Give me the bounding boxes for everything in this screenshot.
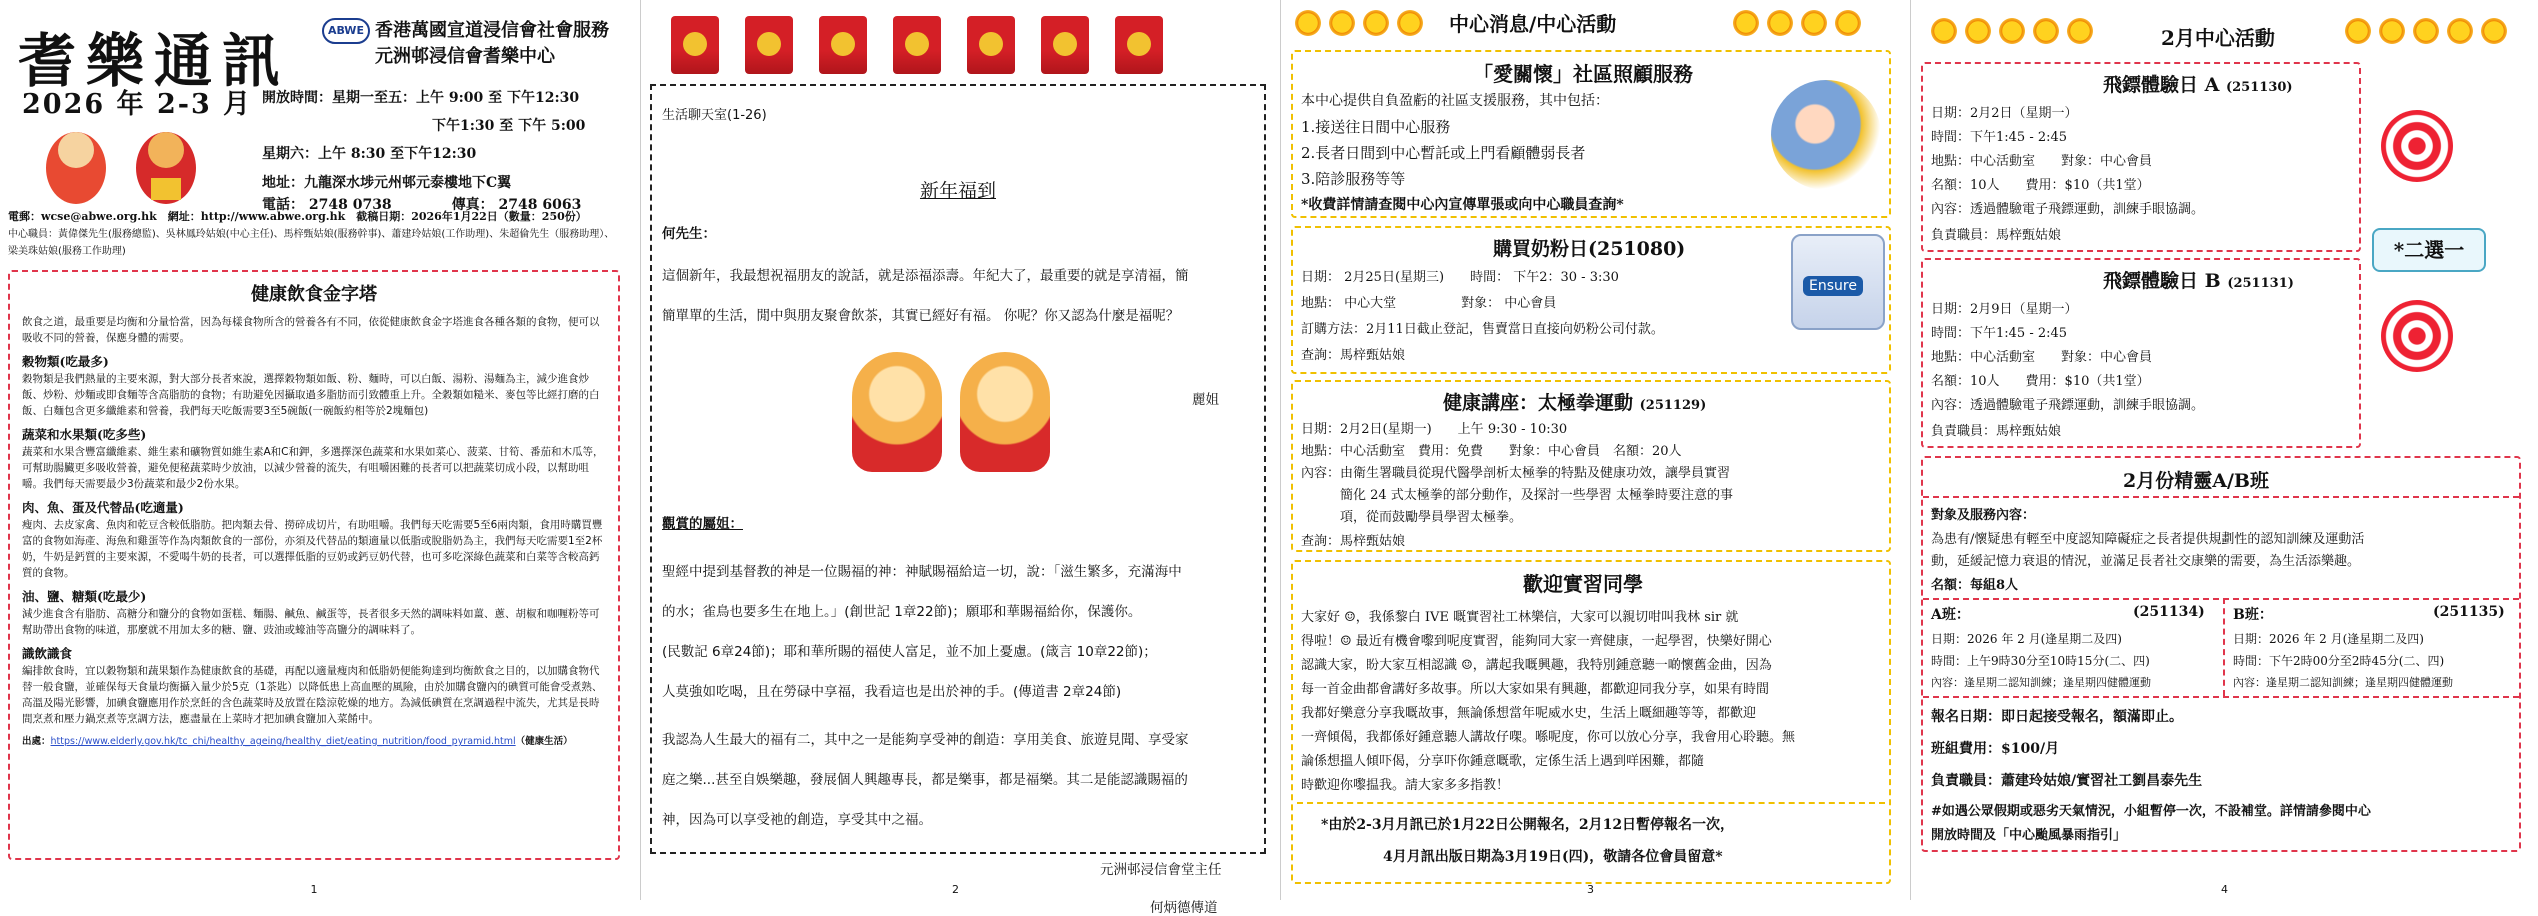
sun-row-right [1729,8,1865,38]
milk-line: 日期： 2月25日(星期三) 時間： 下午2：30 - 3:30 [1301,270,1619,285]
notice-line: *由於2-3月月訊已於1月22日公開報名，2月12日暫停報名一次， [1321,817,1735,833]
darts-line: 日期：2月9日（星期一） [1931,302,2078,317]
tai-line: 查詢：馬梓甄姑娘 [1301,534,1406,549]
box-title: 2月份精靈A/B班 [2123,470,2269,492]
milk-powder-box [1291,226,1891,374]
letter-title: 新年福到 [919,180,996,202]
page-number: 4 [2221,883,2228,896]
opening-hours [262,84,585,168]
red-packet-icon [967,16,1015,74]
source-tail: （健康生活） [515,736,573,747]
red-packet-icon [1041,16,1089,74]
care-item: 3.陪診服務等等 [1301,170,1406,188]
class-b-time: 時間：下午2時00分至2時45分(二、四) [2233,654,2445,668]
class-a-code: (251134) [2133,604,2205,620]
para-line: 我認為人生最大的福有二，其中之一是能夠享受神的創造：享用美食、旅遊見聞、享受家 [662,732,1189,748]
sun-icon [1833,8,1863,38]
intern-line: 論係想搵人傾吓偈，分享吓你鍾意嘅歌，定係生活上遇到咩困難，都隨 [1301,754,1705,769]
box-title: 購買奶粉日(251080) [1493,238,1686,260]
sun-icon [2065,16,2095,46]
intern-line: 每一首金曲都會講好多故事。所以大家如果有興趣，都歡迎同我分享，如果有時間 [1301,682,1770,697]
tai-line: 項，從而鼓勵學員學習太極拳。 [1301,510,1523,525]
para-line: 這個新年，我最想祝福朋友的說話，就是添福添壽。年紀大了，最重要的就是享清福，簡 [662,268,1189,284]
ab-quota: 名額：每組8人 [1931,578,2019,593]
page-number: 3 [1587,883,1594,896]
sun-icon [1997,16,2027,46]
signature: 麗姐 [1192,392,1219,408]
intern-line: 認識大家，盼大家互相認識 ☺，講起我嘅興趣，我特別鍾意聽一啲懷舊金曲，因為 [1301,658,1772,673]
dartboard-icon [2381,110,2453,182]
newsletter-title: 耆樂通訊 [18,27,291,95]
tai-line: 日期：2月2日(星期一) 上午 9:30 - 10:30 [1301,422,1568,437]
activity-code: (251131) [2227,276,2294,291]
darts-line: 地點：中心活動室 對象：中心會員 [1931,154,2153,169]
elderly-couple-illustration [1771,80,1881,190]
activity-code: (251130) [2225,80,2293,95]
ab-desc: 動，延緩記憶力衰退的情況，並滿足長者社交康樂的需要，為生活添樂趣。 [1931,554,2361,569]
milk-line: 訂購方法：2月11日截止登記，售賣當日直接向奶粉公司付款。 [1301,322,1664,337]
cat-mascot-icon [960,352,1050,472]
darts-line: 內容：透過體驗電子飛鏢運動，訓練手眼協調。 [1931,398,2205,413]
box-title: 「愛關懷」社區照顧服務 [1473,62,1693,86]
sun-icon [1963,16,1993,46]
para-line: (民數記 6章24節)；耶和華所賜的福使人富足，並不加上憂慮。(箴言 10章22節)； [662,644,1157,660]
box-title [2103,266,2294,293]
para-line: 人莫強如吃喝，且在勞碌中享福，我看這也是出於神的手。(傳道書 2章24節) [662,684,1122,700]
sun-icon [2343,16,2373,46]
section-text: 減少進食含有脂肪、高糖分和鹽分的食物如蛋糕、麵腸、鹹魚、鹹蛋等，長者很多天然的調味料如薑、蔥、胡椒和咖喱粉等可幫助帶出食物的味道，那麼就不用加太多的糖、鹽、豉油或蠔油等高鹽分的調味料了。 [22,608,600,636]
intern-line: 大家好 ☺，我係黎白 IVE 嘅實習社工林樂信，大家可以親切咁叫我林 sir 就 [1301,610,1739,625]
phone: 電話： 2748 0738 [262,197,392,213]
section-heading: 肉、魚、蛋及代替品(吃適量) [22,500,184,515]
red-packet-icon [671,16,719,74]
reply-heading: 觀賞的屬姐： [662,516,743,532]
red-packet-icon [893,16,941,74]
darts-line: 時間：下午1:45 - 2:45 [1931,326,2068,341]
page-3 [1280,0,1900,900]
section-heading: 識飲識食 [22,646,73,661]
sun-icon [1395,8,1425,38]
class-a-label: A班： [1931,607,1970,623]
red-packet-row [671,16,1163,74]
class-a-date: 日期：2026 年 2 月(逢星期二及四) [1931,632,2122,646]
sun-icon [2031,16,2061,46]
care-item: 2.長者日間到中心暫託或上門看顧體弱長者 [1301,144,1586,162]
tai-title: 健康講座：太極拳運動 [1443,392,1634,414]
cat-mascot-icon [852,352,942,472]
hours-line: 開放時間：星期一至五：上午 9:00 至 下午12:30 [262,90,580,106]
cat-illustration [852,352,1052,482]
intern-line: 時歡迎你嚟揾我。請大家多多指教！ [1301,778,1510,793]
class-a-content: 內容：逢星期二認知訓練；逢星期四健體運動 [1931,676,2151,689]
signature-name: 何炳德傳道 [1150,900,1218,916]
class-b-code: (251135) [2433,604,2505,620]
darts-line: 日期：2月2日（星期一） [1931,106,2078,121]
newsletter-issue: 2026 年 2-3 月 [22,89,253,120]
address: 地址：九龍深水埗元州邨元泰樓地下C翼 [262,175,512,191]
dartboard-icon [2381,300,2453,372]
section-text: 穀物類是我們熱量的主要來源，對大部分長者來說，選擇穀物類如飯、粉、麵時，可以白飯、湯粉、湯麵為主，減少進食炒飯、炒粉、炒麵或即食麵等含高脂肪的食物；有助避免因攝取過多脂肪而引致體重上升。全穀類如糙米、麥包等比經打磨的白飯、白麵包含更多纖維素和營養，我們每天吃飯需要3至5碗飯(一碗飯約相等於2塊麵包) [22,373,600,417]
hours-line: 下午1:30 至 下午 5:00 [432,118,586,134]
red-packet-icon [819,16,867,74]
darts-line: 負責職員：馬梓甄姑娘 [1931,228,2062,243]
sun-icon [2445,16,2475,46]
abwe-logo: ABWE [322,18,370,44]
page-number: 2 [952,883,959,896]
page-number: 1 [310,883,318,896]
darts-a-title: 飛鏢體驗日 A [2103,74,2220,96]
ensure-milk-can-image [1791,234,1885,330]
tai-line: 地點：中心活動室 費用：免費 對象：中心會員 名額：20人 [1301,444,1682,459]
signature-title: 元洲邨浸信會堂主任 [1100,862,1222,878]
ab-desc: 為患有/懷疑患有輕至中度認知障礙症之長者提供規劃性的認知訓練及運動活 [1931,532,2365,547]
fax: 傳真： 2748 6063 [451,197,582,213]
sun-icon [2411,16,2441,46]
source-line [22,733,606,747]
page-4 [1910,0,2538,900]
tai-chi-box [1291,380,1891,552]
choose-one-scroll: *二選一 [2372,228,2486,272]
tai-line: 內容：由衛生署職員從現代醫學剖析太極拳的特點及健康功效，讓學員實習 [1301,466,1731,481]
section-text: 瘦肉、去皮家禽、魚肉和乾豆含較低脂肪。把肉類去骨、撈碎成切片，有助咀嚼。我們每天吃需要5至6兩肉類，食用時購買豐富的食物如海產、海魚和雞蛋等作為肉類飲食的一部份，亦須及代替品的類適量以低脂或脫脂奶為主，我們每天吃需要1至2杯奶，牛奶是鈣質的主要來源，不愛喝牛奶的長者，可以選擇低脂的豆奶或鈣豆奶代替，也可多吃深綠色蔬菜和白菜等含較高鈣質的食物。 [22,519,603,579]
chat-room-box [650,84,1266,916]
sun-icon [1293,8,1323,38]
darts-line: 負責職員：馬梓甄姑娘 [1931,424,2062,439]
class-fee: 班組費用：$100/月 [1931,741,2060,757]
section-text: 蔬菜和水果含豐富纖維素、維生素和礦物質如維生素A和C和鉀，多選擇深色蔬菜和水果如菜心、菠菜、甘筍、番茄和木瓜等，可幫助腸臟更多吸收營養，避免便秘蔬菜時少放油，以減少營養的流失，有咀嚼困難的長者可以把蔬菜切成小段，以幫助咀嚼。我們每天需要最少3份蔬菜和最少2份水果。 [22,446,604,490]
para-line: 簡單單的生活，閒中與朋友聚會飲茶，其實已經好有福。 你呢？你又認為什麼是福呢？ [662,308,1180,324]
section-heading: 油、鹽、糖類(吃最少) [22,589,147,604]
class-a-time: 時間：上午9時30分至10時15分(二、四) [1931,654,2150,668]
section-text: 編排飲食時，宜以穀物類和蔬果類作為健康飲食的基礎，再配以適量瘦肉和低脂奶便能夠達到均衡飲食之目的，以加購食物代替一般食鹽，並確保每天食量均衡攝入量少於5克（1茶匙）以降低患上高血壓的風險，由於加購食鹽內的碘質可能會受煮熟、高溫及陽光影響，加碘食鹽應用作於烹飪的含色蔬菜時及放置在陰涼乾燥的地方。為減低碘質在烹調過程中流失，尤其是長時間烹煮和壓力鍋烹煮等烹調方法，應盡量在上菜時才把加碘食鹽加入菜餚中。 [22,665,603,725]
warning-line: #如遇公眾假期或惡劣天氣情況，小組暫停一次，不設補堂。詳情請參閱中心 [1931,804,2371,819]
warning-line: 開放時間及「中心颱風暴雨指引」 [1931,828,2127,843]
box-title: 歡迎實習同學 [1523,572,1643,596]
class-b-label: B班： [2233,607,2273,623]
darts-line: 地點：中心活動室 對象：中心會員 [1931,350,2153,365]
para-line: 的水；雀鳥也要多生在地上。」(創世記 1章22節)；願耶和華賜福給你，保護你。 [662,604,1142,620]
sun-icon [1731,8,1761,38]
intern-line: 一齊傾偈，我都係好鍾意聽人講故仔㗎。喺呢度，你可以放心分享，我會用心聆聽。無 [1301,730,1796,745]
column-tag: 生活聊天室(1-26) [662,108,767,123]
greeting: 何先生： [662,226,716,242]
sun-icon [1361,8,1391,38]
care-service-box [1291,50,1891,218]
section-header: 中心消息/中心活動 [1449,12,1617,36]
box-title [1443,388,1706,415]
sun-icon [2377,16,2407,46]
intern-line: 得啦！☺ 最近有機會嚟到呢度實習，能夠同大家一齊健康，一起學習，快樂好開心 [1301,634,1772,649]
hours-line: 星期六：上午 8:30 至下午12:30 [262,146,477,162]
sun-icon [1327,8,1357,38]
memory-class-box [1921,456,2521,852]
darts-b-title: 飛鏢體驗日 B [2103,270,2221,292]
health-pyramid-box [8,270,620,860]
section-heading: 蔬菜和水果類(吃多些) [22,427,147,442]
sun-icon [1765,8,1795,38]
red-packet-icon [1115,16,1163,74]
class-b-date: 日期：2026 年 2 月(逢星期二及四) [2233,632,2424,646]
care-item: 1.接送往日間中心服務 [1301,118,1451,136]
section-heading: 穀物類(吃最多) [22,354,109,369]
darts-line: 名額：10人 費用：$10（共1堂） [1931,374,2150,389]
health-title: 健康飲食金字塔 [251,284,377,305]
sun-row-left [1927,16,2097,46]
section-header: 2月中心活動 [2161,26,2275,50]
org-name: 香港萬國宣道浸信會社會服務 [375,20,609,41]
sun-icon [1799,8,1829,38]
care-intro: 本中心提供自負盈虧的社區支援服務，其中包括： [1301,93,1609,109]
box-title [2103,70,2293,97]
intern-line: 我都好樂意分享我嘅故事，無論係想當年呢威水史，生活上嘅細趣等等，都歡迎 [1301,706,1757,721]
horse-mascot-illustration [26,118,226,210]
ab-target: 對象及服務內容： [1931,508,2036,523]
source-link[interactable]: https://www.elderly.gov.hk/tc_chi/healthy_ageing/healthy_diet/eating_nutrition/food_pyramid.html [50,736,516,747]
notice-line: 4月月訊出版日期為3月19日(四)，敬請各位會員留意* [1383,849,1723,865]
milk-line: 查詢：馬梓甄姑娘 [1301,348,1406,363]
darts-line: 名額：10人 費用：$10（共1堂） [1931,178,2150,193]
para-line: 神，因為可以享受祂的創造，享受其中之福。 [662,812,932,828]
darts-line: 時間：下午1:45 - 2:45 [1931,130,2068,145]
activity-code: (251129) [1639,398,1707,413]
centre-name: 元洲邨浸信會耆樂中心 [375,46,555,67]
source-label: 出處： [22,736,51,747]
care-note: *收費詳情請查閱中心內宣傳單張或向中心職員查詢* [1301,197,1624,213]
contact-line: 電郵：wcse@abwe.org.hk 網址：http://www.abwe.org.hk 截稿日期：2026年1月22日（數量：250份） [8,210,587,223]
para-line: 庭之樂...甚至自娛樂趣，發展個人興趣專長，都是樂事，都是福樂。其二是能認識賜福的 [662,772,1188,788]
tai-line: 簡化 24 式太極拳的部分動作，及探討一些學習 太極拳時要注意的事 [1301,488,1733,503]
health-intro: 飲食之道，最重要是均衡和分量恰當，因為每樣食物所含的營養各有不同，依從健康飲食金字塔進食各種各類的食物，便可以吸收不同的營養，保應身體的需要。 [22,316,600,344]
class-b-content: 內容：逢星期二認知訓練；逢星期四健體運動 [2233,676,2453,689]
sun-icon [1929,16,1959,46]
sun-row-right [2341,16,2511,46]
darts-line: 內容：透過體驗電子飛鏢運動，訓練手眼協調。 [1931,202,2205,217]
milk-line: 地點： 中心大堂 對象： 中心會員 [1301,296,1557,311]
reg-date: 報名日期：即日起接受報名，額滿即止。 [1931,709,2183,725]
sun-icon [2479,16,2509,46]
class-staff: 負責職員：蕭建玲姑娘/實習社工劉昌泰先生 [1931,773,2203,789]
red-packet-icon [745,16,793,74]
staff-list: 中心職員：黃偉傑先生(服務總監)、吳林鳳玲姑娘(中心主任)、馬梓甄姑娘(服務幹事)、蕭建玲姑娘(工作助理)、朱超倫先生（服務助理）、梁美珠姑娘(服務工作助理) [8,229,615,257]
page-1 [0,0,628,900]
darts-a-box [1921,62,2361,252]
intern-welcome-box [1291,560,1891,884]
darts-b-box [1921,258,2361,448]
para-line: 聖經中提到基督教的神是一位賜福的神：神賦賜福給這一切，說：「滋生繁多，充滿海中 [662,564,1182,580]
sun-row-left [1291,8,1427,38]
